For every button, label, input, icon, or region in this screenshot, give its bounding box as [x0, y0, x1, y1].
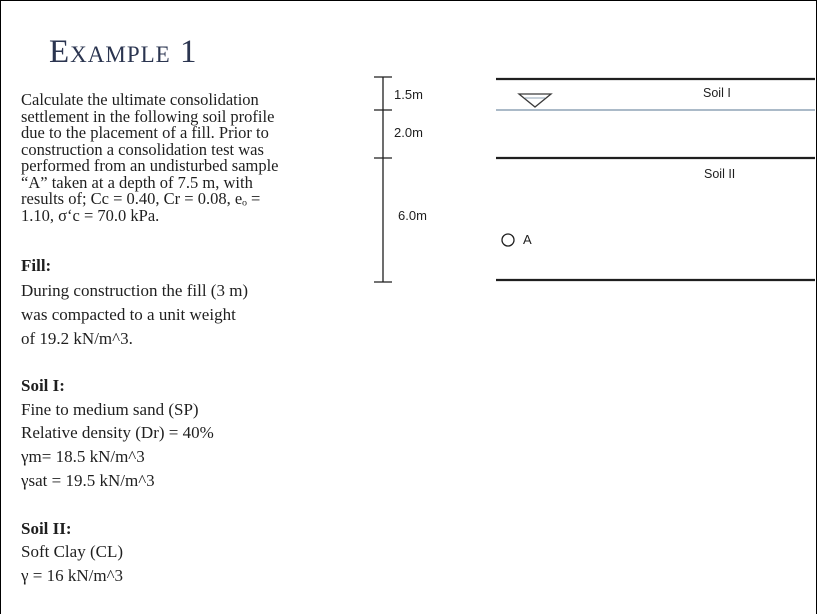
problem-line: “A” taken at a depth of 7.5 m, with [21, 172, 253, 192]
dim-label-mid: 2.0m [394, 125, 423, 140]
soil1-line: Fine to medium sand (SP) [21, 400, 199, 419]
water-table-icon [519, 94, 551, 107]
fill-line: During construction the fill (3 m) [21, 281, 249, 300]
problem-line: settlement in the following soil profile [21, 106, 275, 126]
problem-line: Calculate the ultimate consolidation [21, 90, 259, 109]
soil1-heading: Soil I: [21, 376, 65, 395]
problem-line: 1.10, σ‘c = 70.0 kPa. [21, 205, 160, 225]
problem-line: due to the placement of a fill. Prior to [21, 123, 269, 142]
dim-label-bottom: 6.0m [398, 208, 427, 223]
sample-point-icon [502, 234, 514, 246]
soil2-line: γ = 16 kN/m^3 [21, 566, 124, 585]
fill-line: of 19.2 kN/m^3. [21, 329, 133, 348]
soil2-heading: Soil II: [21, 519, 72, 538]
problem-line: results of; Cc = 0.40, Cr = 0.08, eₒ = [21, 189, 261, 208]
fill-heading: Fill: [21, 256, 52, 275]
dim-label-top: 1.5m [394, 87, 423, 102]
soil1-line: γm= 18.5 kN/m^3 [21, 447, 145, 466]
soil1-line: γsat = 19.5 kN/m^3 [21, 471, 155, 490]
sample-point-label: A [523, 232, 532, 247]
fill-line: was compacted to a unit weight [21, 305, 236, 324]
soil1-line: Relative density (Dr) = 40% [21, 423, 214, 442]
soil2-line: Soft Clay (CL) [21, 542, 123, 561]
problem-line: performed from an undisturbed sample [21, 156, 279, 175]
soil2-label: Soil II [704, 167, 736, 181]
slide-title: Example 1 [49, 34, 198, 70]
soil1-label: Soil I [703, 86, 731, 100]
problem-line: construction a consolidation test was [21, 139, 264, 159]
